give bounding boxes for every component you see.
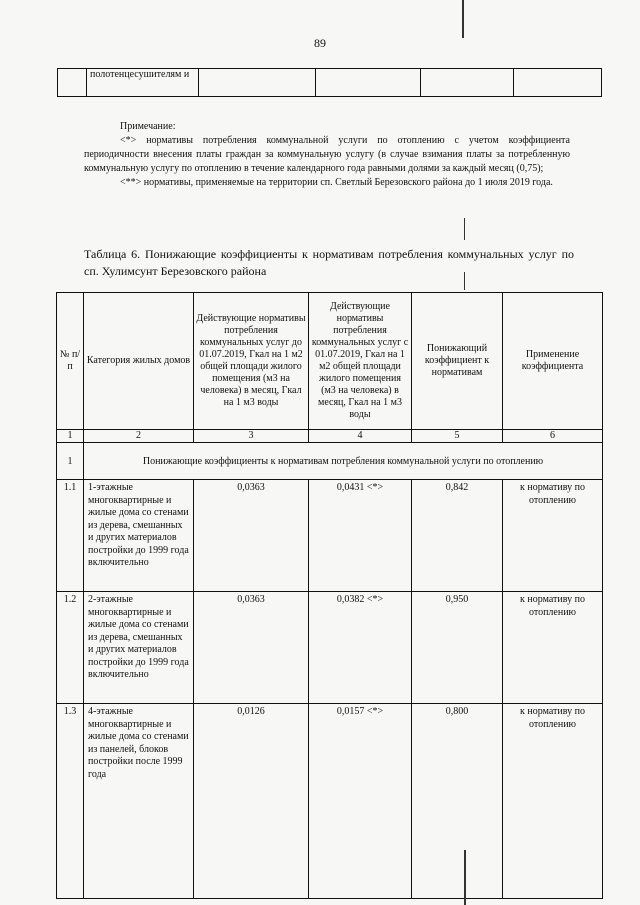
row-before-value: 0,0363 <box>194 480 309 592</box>
row-coefficient: 0,800 <box>412 704 503 899</box>
note-line-1: <*> нормативы потребления коммунальной услуги по отоплению с учетом коэффициента периодичности внесения платы граждан за коммунальную услугу (в случае взимания платы за потребленную коммунальную услугу по отоплению в течение календарного года равными долями за каждый месяц (0,75); <box>84 135 570 174</box>
row-category: 2-этажные многоквартирные и жилые дома со стенами из дерева, смешанных и других материалов постройки до 1999 года включительно <box>84 592 194 704</box>
row-after-value: 0,0382 <*> <box>309 592 412 704</box>
table-row <box>58 69 602 97</box>
row-category: 1-этажные многоквартирные и жилые дома со стенами из дерева, смешанных и других материалов постройки до 1999 года включительно <box>84 480 194 592</box>
row-application: к нормативу по отоплению <box>503 480 603 592</box>
table-cell <box>421 69 514 97</box>
column-number: 2 <box>84 430 194 443</box>
section-number: 1 <box>57 443 84 480</box>
row-before-value: 0,0363 <box>194 592 309 704</box>
table-row <box>57 704 603 899</box>
table-row <box>57 480 603 592</box>
scan-artifact <box>462 0 464 38</box>
note-header: Примечание: <box>120 121 176 132</box>
row-application: к нормативу по отоплению <box>503 592 603 704</box>
scan-artifact <box>464 850 466 905</box>
table-cell <box>514 69 602 97</box>
column-number: 4 <box>309 430 412 443</box>
column-number: 5 <box>412 430 503 443</box>
section-label: Понижающие коэффициенты к нормативам потребления коммунальной услуги по отоплению <box>84 443 603 480</box>
note-block <box>84 120 570 190</box>
table-row <box>57 592 603 704</box>
section-row <box>57 443 603 480</box>
row-after-value: 0,0431 <*> <box>309 480 412 592</box>
row-coefficient: 0,950 <box>412 592 503 704</box>
header-cell: Понижающий коэффициент к нормативам <box>412 293 503 430</box>
row-coefficient: 0,842 <box>412 480 503 592</box>
row-application: к нормативу по отоплению <box>503 704 603 899</box>
header-cell: Категория жилых домов <box>84 293 194 430</box>
header-cell: Применение коэффициента <box>503 293 603 430</box>
row-after-value: 0,0157 <*> <box>309 704 412 899</box>
header-row <box>57 293 603 430</box>
scan-artifact <box>464 218 465 240</box>
continued-table-row <box>57 68 602 97</box>
header-cell: Действующие нормативы потребления коммунальных услуг до 01.07.2019, Гкал на 1 м2 общей площади жилого помещения (м3 на человека) в месяц, Гкал на 1 м3 воды <box>194 293 309 430</box>
row-number: 1.2 <box>57 592 84 704</box>
scan-artifact <box>464 272 465 290</box>
table-cell <box>58 69 87 97</box>
column-number: 3 <box>194 430 309 443</box>
column-number: 1 <box>57 430 84 443</box>
table-cell: полотенцесушителям и <box>87 69 199 97</box>
row-before-value: 0,0126 <box>194 704 309 899</box>
row-number: 1.1 <box>57 480 84 592</box>
column-numbers-row <box>57 430 603 443</box>
note-line-2: <**> нормативы, применяемые на территории сп. Светлый Березовского района до 1 июля 2019 года. <box>120 177 553 188</box>
page-number: 89 <box>314 36 326 50</box>
table-title: Таблица 6. Понижающие коэффициенты к нормативам потребления коммунальных услуг по сп. Хулимсунт Березовского района <box>84 247 574 278</box>
table-cell <box>199 69 316 97</box>
row-category: 4-этажные многоквартирные и жилые дома со стенами из панелей, блоков постройки после 1999 года <box>84 704 194 899</box>
row-number: 1.3 <box>57 704 84 899</box>
header-cell: № п/п <box>57 293 84 430</box>
header-cell: Действующие нормативы потребления коммунальных услуг с 01.07.2019, Гкал на 1 м2 общей площади жилого помещения (м3 на человека) в месяц, Гкал на 1 м3 воды <box>309 293 412 430</box>
coefficients-table <box>56 292 603 899</box>
table-cell <box>316 69 421 97</box>
column-number: 6 <box>503 430 603 443</box>
